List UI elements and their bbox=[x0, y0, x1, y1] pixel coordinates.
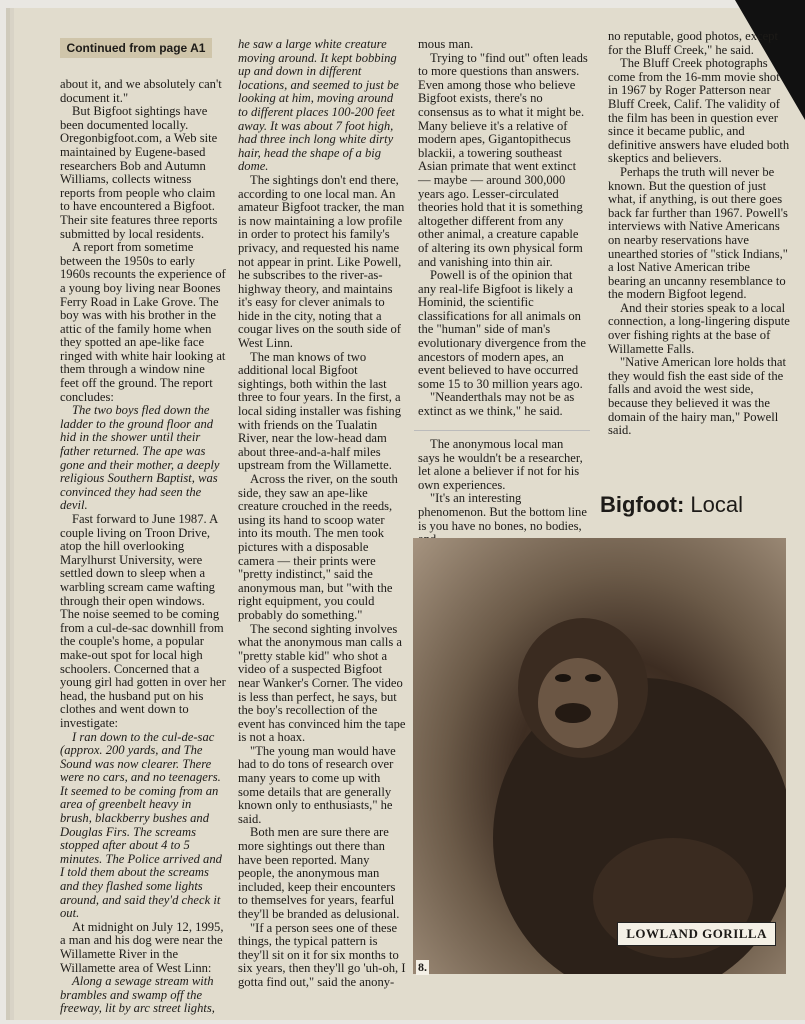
paragraph: mous man. bbox=[418, 37, 474, 51]
paragraph: Both men are sure there are more sightings out there than have been reported. Many people, the anonymous man included, keep their encounters to themselves for years, fearful they'll be branded as delusional. bbox=[238, 825, 400, 921]
gorilla-photo bbox=[413, 538, 786, 974]
paragraph: no reputable, good photos, except for the Bluff Creek," he said. bbox=[608, 29, 778, 57]
section-headline bbox=[600, 492, 743, 518]
gorilla-illustration bbox=[413, 538, 786, 974]
headline-bold: Bigfoot: bbox=[600, 492, 685, 517]
paragraph: The man knows of two additional local Bigfoot sightings, both within the last three to four years. In the first, a local siding installer was fishing with friends on the Tualatin River, near the low-head dam about three-and-a-half miles upstream from the Willamette. bbox=[238, 349, 401, 473]
paragraph: The anonymous local man says he wouldn't be a researcher, let alone a believer if not for his own experiences. bbox=[418, 437, 583, 492]
paragraph: he saw a large white creature moving around. It kept bobbing up and down in different locations, and seemed to just be looking at him, moving around to different places 100-200 feet away. It was about 7 foot high, had three inch long white dirty hair, head the shape of a big dome. bbox=[238, 37, 399, 174]
photo-caption: LOWLAND GORILLA bbox=[617, 922, 776, 946]
article-column-3-lower bbox=[418, 438, 588, 547]
paragraph: about it, and we absolutely can't document it." bbox=[60, 77, 222, 105]
paragraph: Along a sewage stream with brambles and swamp off the freeway, lit by arc street lights, bbox=[60, 974, 215, 1016]
paragraph: Across the river, on the south side, they saw an ape-like creature crouched in the reeds, using its hand to scoop water into its mouth. The men took pictures with a disposable camera — their prints were "pretty indistinct," said the anonymous man, but "with the right equipment, you could probably do something." bbox=[238, 472, 398, 622]
paragraph: But Bigfoot sightings have been documented locally. Oregonbigfoot.com, a Web site maintained by Eugene-based researchers Bob and Autumn Williams, collects witness reports from people who claim to have encountered a Bigfoot. Their site features three reports submitted by local residents. bbox=[60, 104, 218, 241]
paragraph: Powell is of the opinion that any real-life Bigfoot is likely a Hominid, the scientific classifications for all animals on the "human" side of man's evolutionary divergence from the ancestors of modern apes, an event believed to have occurred some 15 to 30 million years ago. bbox=[418, 268, 586, 391]
paragraph: A report from sometime between the 1950s to early 1960s recounts the experience of a young boy living near Boones Ferry Road in Lake Grove. The boy was with his brother in the attic of the family home when they spotted an ape-like face ringed with white hair looking at them through a window nine feet off the ground. The report concludes: bbox=[60, 240, 226, 404]
continued-header: Continued from page A1 bbox=[60, 38, 212, 58]
paragraph: "Native American lore holds that they would fish the east side of the falls and avoid the west side, because they believed it was the domain of the hairy man," Powell said. bbox=[608, 355, 787, 438]
paragraph: "It's an interesting phenomenon. But the bottom line is you have no bones, no bodies, bbox=[418, 491, 587, 533]
article-column-1 bbox=[60, 78, 226, 1016]
paragraph: Fast forward to June 1987. A couple living on Troon Drive, atop the hill overlooking Marylhurst University, were settled down to sleep when a warbling scream came wafting through their open windows. The noise seemed to be coming from a cul-de-sac downhill from the couple's home, a popular make-out spot for local high schoolers. Concerned that a young girl had gotten in over her head, the husband put on his clothes and went down to investigate: bbox=[60, 512, 226, 730]
paragraph: Perhaps the truth will never be known. But the question of just what, if anything, is out there goes back far further than 1967. Powell's interviews with Native Americans on nearby reservations have unearthed stories of "stick Indians," a lost Native American tribe bearing an uncanny resemblance to the modern Bigfoot legend. bbox=[608, 164, 788, 302]
paragraph: The two boys fled down the ladder to the ground floor and hid in the shower until their father returned. The ape was gone and their mother, a deeply religious Southern Baptist, was convinced they had seen the devil. bbox=[60, 403, 220, 513]
paragraph: "Neanderthals may not be as extinct as we think," he said. bbox=[418, 390, 575, 419]
paragraph: Trying to "find out" often leads to more questions than answers. Even among those who believe Bigfoot exists, there's no consensus as to what it might be. Many believe it's a relative of modern apes, Gigantopithecus blackii, a towering southeast Asian primate that went extinct — maybe — around 300,000 years ago. Lesser-circulated theories hold that it is something altogether different from any other animal, a creature capable of altering its own physical form and vanishing into thin air. bbox=[418, 50, 588, 269]
paragraph: I ran down to the cul-de-sac (approx. 200 yards, and The Sound was now clearer. There were no cars, and no teenagers. It seemed to be coming from an area of greenbelt heavy in brush, blackberry bushes and Douglas Firs. The screams stopped after about 4 to 5 minutes. The Police arrived and I told them about the screams and they flashed some lights around, and said they'd check it out. bbox=[60, 729, 222, 921]
column-divider bbox=[414, 430, 590, 431]
paragraph: At midnight on July 12, 1995, a man and his dog were near the Willamette River in the Willamette area of West Linn: bbox=[60, 919, 224, 975]
paragraph: The sightings don't end there, according to one local man. An amateur Bigfoot tracker, the man is now maintaining a low profile in order to protect his family's privacy, and requested his name not appear in print. Like Powell, he subscribes to the river-as-highway theory, and maintains it's easy for clever animals to hide in the city, noting that a cougar lives on the south side of West Linn. bbox=[238, 172, 405, 351]
paragraph: "If a person sees one of these things, the typical pattern is they'll sit on it for six months to six years, then they'll go 'uh-oh, I gotta find out," said the anony- bbox=[238, 920, 406, 989]
paragraph: The Bluff Creek photographs come from the 16-mm movie shot in 1967 by Roger Patterson near Bluff Creek, Calif. The validity of the film has been in question ever since it became public, and definitive answers have eluded both skeptics and believers. bbox=[608, 56, 790, 166]
page-number: 8. bbox=[418, 960, 427, 974]
paragraph: "The young man would have had to do tons of research over many years to come up with some details that are generally known only to enthusiasts," he said. bbox=[238, 743, 396, 826]
paragraph: The second sighting involves what the anonymous man calls a "pretty stable kid" who shot a video of a suspected Bigfoot near Wanker's Corner. The video is less than perfect, he says, but the boy's recollection of the event has convinced him the tape is not a hoax. bbox=[238, 621, 406, 745]
headline-light: Local bbox=[684, 492, 744, 517]
paragraph: And their stories speak to a local connection, a long-lingering dispute over fishing rights at the base of Willamette Falls. bbox=[608, 300, 790, 356]
article-column-3 bbox=[418, 38, 588, 419]
article-column-4 bbox=[608, 30, 790, 438]
article-column-2 bbox=[238, 38, 406, 990]
